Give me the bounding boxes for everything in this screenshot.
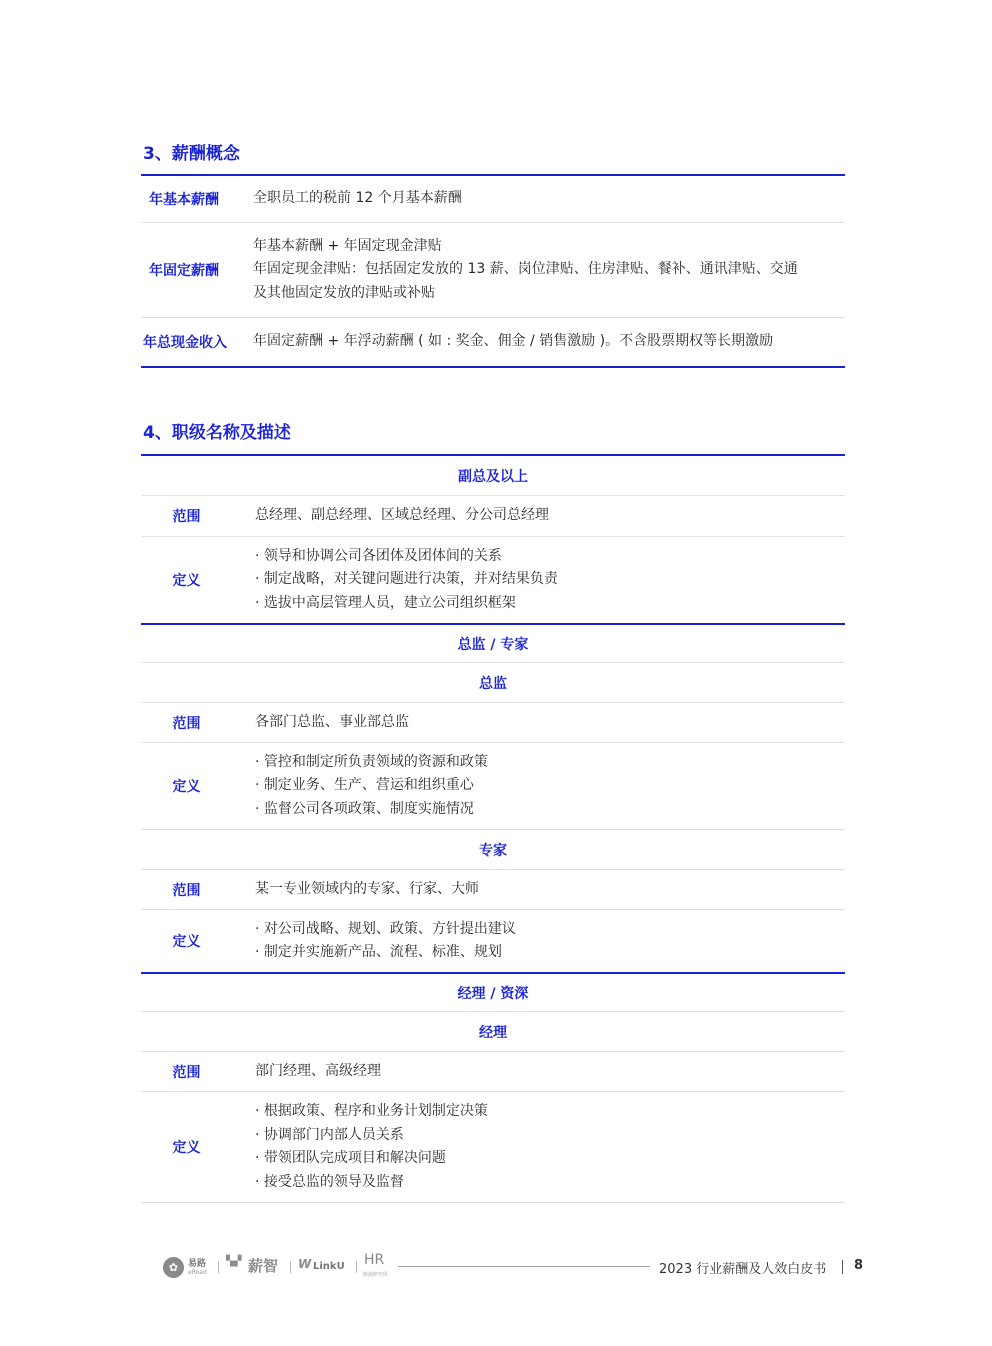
row-label: 年基本薪酬 — [149, 192, 219, 208]
list-item: · 选拔中高层管理人员，建立公司组织框架 — [255, 594, 516, 611]
table-row — [141, 743, 845, 830]
linku-mark-icon: W — [298, 1257, 312, 1271]
table-row — [141, 1092, 845, 1203]
footer-title: 2023 行业薪酬及人效白皮书 — [659, 1262, 827, 1277]
scope-label: 范围 — [172, 882, 201, 899]
list-item: · 制定业务、生产、营运和组织重心 — [255, 777, 474, 794]
logo-divider — [218, 1261, 219, 1273]
section-4-title: 4、职级名称及描述 — [143, 423, 291, 443]
table-row — [141, 910, 845, 972]
scope-text: 各部门总监、事业部总监 — [255, 713, 409, 730]
linku-logo: LinkU — [313, 1261, 345, 1272]
row-description: 年基本薪酬 + 年固定现金津贴 年固定现金津贴：包括固定发放的 13 薪、岗位津贴、住房津贴、餐补、通讯津贴、交通 及其他固定发放的津贴或补贴 — [253, 237, 798, 301]
group-header: 经理 / 资深 — [141, 972, 845, 1012]
list-item: · 制定战略，对关键问题进行决策，并对结果负责 — [255, 571, 558, 588]
scope-text: 总经理、副总经理、区域总经理、分公司总经理 — [255, 507, 549, 524]
section-3-title: 3、薪酬概念 — [143, 144, 240, 164]
scope-text: 部门经理、高级经理 — [255, 1062, 381, 1079]
page-footer — [0, 1252, 992, 1282]
group-header: 总监 / 专家 — [141, 623, 845, 663]
table-row — [141, 870, 845, 910]
job-level-table — [141, 454, 845, 1203]
definition-list — [232, 545, 845, 616]
footer-rule — [398, 1266, 650, 1267]
eroad-logo-text: 易路 — [188, 1259, 207, 1269]
definition-list — [232, 751, 845, 822]
list-item: · 对公司战略、规划、政策、方针提出建议 — [255, 920, 516, 937]
definition-label: 定义 — [172, 1140, 201, 1156]
definition-label: 定义 — [172, 573, 201, 589]
scope-label: 范围 — [172, 1064, 201, 1081]
table-row — [141, 176, 845, 223]
row-description: 年固定薪酬 + 年浮动薪酬 ( 如 : 奖金、佣金 / 销售激励 )。不含股票期权等长期激励 — [253, 333, 774, 350]
hr-logo-subtext: 数据研究所 — [363, 1272, 389, 1278]
row-label: 年固定薪酬 — [149, 263, 219, 279]
table-row — [141, 318, 845, 366]
eroad-logo-icon: ✿ — [163, 1257, 184, 1278]
definition-label: 定义 — [172, 934, 201, 950]
row-description: 全职员工的税前 12 个月基本薪酬 — [253, 190, 462, 207]
scope-text: 某一专业领域内的专家、行家、大师 — [255, 880, 479, 897]
xinzhi-mark-icon: ▚▞ — [226, 1256, 242, 1267]
list-item: · 制定并实施新产品、流程、标准、规划 — [255, 944, 502, 960]
list-item: · 协调部门内部人员关系 — [255, 1126, 404, 1143]
subgroup-header: 经理 — [141, 1012, 845, 1052]
list-item: · 监督公司各项政策、制度实施情况 — [255, 800, 474, 817]
hr-logo: HR — [364, 1252, 385, 1268]
scope-label: 范围 — [172, 715, 201, 732]
list-item: · 带领团队完成项目和解决问题 — [255, 1150, 446, 1166]
table-row — [141, 537, 845, 623]
table-row — [141, 223, 845, 318]
salary-concept-table — [141, 174, 845, 368]
list-item: · 领导和协调公司各团体及团体间的关系 — [255, 547, 502, 564]
definition-label: 定义 — [172, 779, 201, 795]
footer-divider — [842, 1260, 843, 1274]
logo-divider — [356, 1261, 357, 1273]
xinzhi-logo: 薪智 — [248, 1257, 279, 1275]
table-row — [141, 1052, 845, 1092]
table-row — [141, 496, 845, 537]
list-item: · 管控和制定所负责领域的资源和政策 — [255, 753, 488, 770]
logo-divider — [290, 1261, 291, 1273]
definition-list — [232, 1100, 845, 1194]
list-item: · 接受总监的领导及监督 — [255, 1173, 404, 1190]
group-header: 副总及以上 — [141, 456, 845, 496]
eroad-logo-subtext: eRoad — [188, 1269, 207, 1276]
subgroup-header: 总监 — [141, 663, 845, 703]
list-item: · 根据政策、程序和业务计划制定决策 — [255, 1103, 488, 1119]
definition-list — [232, 918, 845, 965]
row-label: 年总现金收入 — [143, 335, 227, 351]
table-row — [141, 703, 845, 743]
scope-label: 范围 — [172, 509, 201, 525]
page-number: 8 — [854, 1258, 864, 1273]
subgroup-header: 专家 — [141, 830, 845, 870]
